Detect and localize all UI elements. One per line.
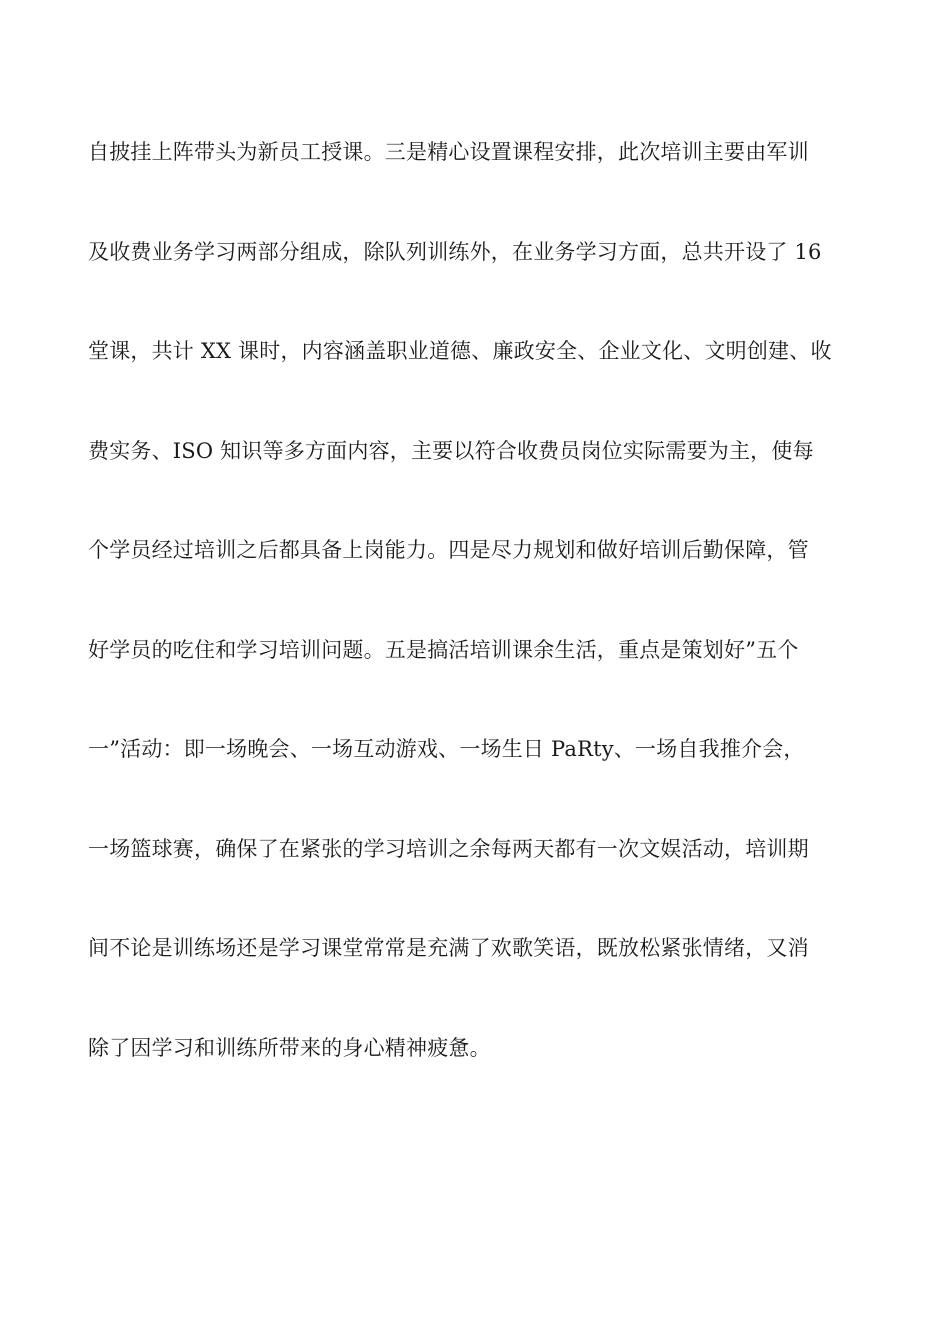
- text-line-10: 除了因学习和训练所带来的身心精神疲惫。: [88, 1035, 491, 1060]
- text-line-2: 及收费业务学习两部分组成，除队列训练外，在业务学习方面，总共开设了 16: [88, 239, 822, 264]
- text-line-4: 费实务、ISO 知识等多方面内容，主要以符合收费员岗位实际需要为主，使每: [88, 438, 814, 463]
- text-line-6: 好学员的吃住和学习培训问题。五是搞活培训课余生活，重点是策划好”五个: [88, 637, 799, 662]
- text-line-9: 间不论是训练场还是学习课堂常常是充满了欢歌笑语，既放松紧张情绪，又消: [88, 936, 809, 960]
- body-paragraph: [88, 130, 878, 1125]
- text-line-7: 一”活动：即一场晚会、一场互动游戏、一场生日 PaRty、一场自我推介会，: [88, 737, 805, 761]
- text-line-8: 一场篮球赛，确保了在紧张的学习培训之余每两天都有一次文娱活动，培训期: [88, 836, 809, 861]
- text-line-5: 个学员经过培训之后都具备上岗能力。四是尽力规划和做好培训后勤保障，管: [88, 538, 809, 562]
- text-line-3: 堂课，共计 XX 课时，内容涵盖职业道德、廉政安全、企业文化、文明创建、收: [88, 339, 832, 363]
- text-line-1: 自披挂上阵带头为新员工授课。三是精心设置课程安排，此次培训主要由军训: [88, 140, 809, 164]
